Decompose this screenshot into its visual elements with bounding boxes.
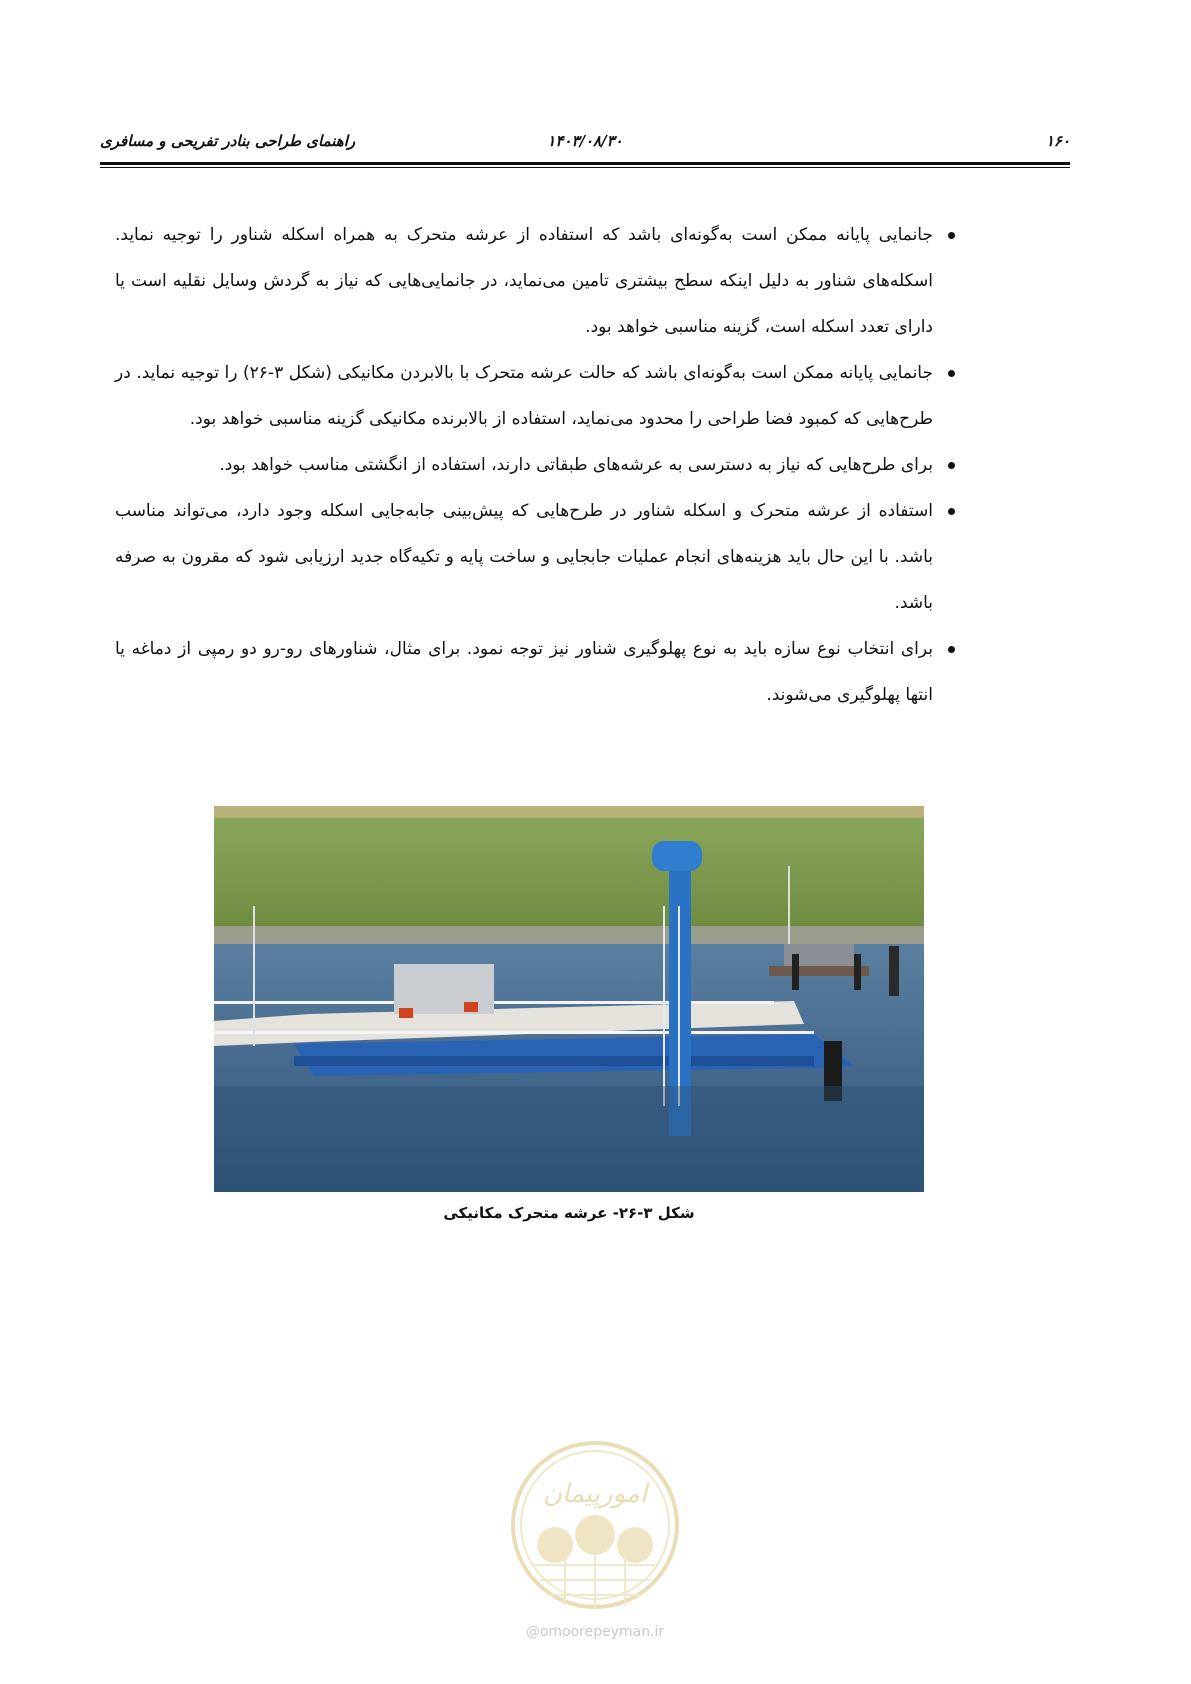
- figure-photo-mechanical-ramp: [214, 806, 924, 1192]
- bullet-list: [115, 212, 955, 718]
- bullet-item: جانمایی پایانه ممکن است به‌گونه‌ای باشد که استفاده از عرشه متحرک به همراه اسکله شناور را توجیه نماید. اسکله‌های شناور به دلیل اینکه سطح بیشتری تامین می‌نماید، در جانمایی‌هایی که نیاز به گردش وسایل نقلیه است یا دارای تعدد اسکله است، گزینه مناسبی خواهد بود.: [115, 212, 955, 350]
- header-rule-thin: [100, 167, 1070, 168]
- header-date: ۱۴۰۳/۰۸/۳۰: [547, 132, 623, 150]
- bullet-item: برای طرح‌هایی که نیاز به دسترسی به عرشه‌های طبقاتی دارند، استفاده از انگشتی مناسب خواهد بود.: [115, 442, 955, 488]
- bullet-item: استفاده از عرشه متحرک و اسکله شناور در طرح‌هایی که پیش‌بینی جابه‌جایی اسکله وجود دارد، می‌تواند مناسب باشد. با این حال باید هزینه‌های انجام عملیات جابجایی و ساخت پایه و تکیه‌گاه جدید ارزیابی شود که مقرون به صرفه باشد.: [115, 488, 955, 626]
- watermark-logo-text: امورپیمان: [542, 1479, 648, 1509]
- header-rule-thick: [100, 162, 1070, 165]
- book-title: راهنمای طراحی بنادر تفریحی و مسافری: [100, 132, 356, 150]
- bullet-item: جانمایی پایانه ممکن است به‌گونه‌ای باشد که حالت عرشه متحرک با بالابردن مکانیکی (شکل ۳-۲۶) را توجیه نماید. در طرح‌هایی که کمبود فضا طراحی را محدود می‌نماید، استفاده از بالابرنده مکانیکی گزینه مناسبی خواهد بود.: [115, 350, 955, 442]
- grass-embankment: [214, 818, 924, 936]
- control-hut: [394, 964, 494, 1014]
- bullet-item: برای انتخاب نوع سازه باید به نوع پهلوگیری شناور نیز توجه نمود. برای مثال، شناورهای رو-رو دو رمپی از دماغه یا انتها پهلوگیری می‌شوند.: [115, 626, 955, 718]
- body-text: [115, 212, 955, 718]
- figure-caption: شکل ۳-۲۶- عرشه متحرک مکانیکی: [443, 1204, 695, 1222]
- watermark-url: @omoorepeyman.ir: [525, 1624, 665, 1640]
- page-header: [100, 120, 1070, 156]
- page-number: ۱۶۰: [1045, 132, 1070, 150]
- mooring-pile: [889, 946, 899, 996]
- watermark-logo: [505, 1430, 685, 1620]
